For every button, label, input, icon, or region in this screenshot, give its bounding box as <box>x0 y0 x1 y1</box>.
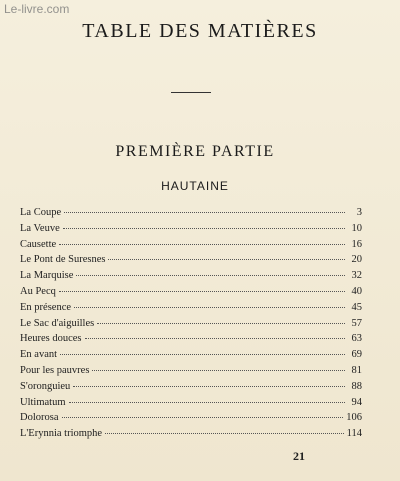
toc-entry-page: 63 <box>351 333 362 345</box>
toc-entry <box>20 254 362 270</box>
toc-entry-title: Pour les pauvres <box>20 364 90 376</box>
toc-entry-page: 57 <box>351 317 362 329</box>
toc-entry-title: La Veuve <box>20 222 60 234</box>
dot-leader <box>59 244 345 245</box>
toc-entry <box>20 333 362 349</box>
toc-entry-title: Dolorosa <box>20 412 59 424</box>
toc-entry <box>20 381 362 397</box>
toc-entry <box>20 318 362 334</box>
toc-entry-page: 45 <box>351 301 362 313</box>
toc-entry-page: 32 <box>351 270 362 282</box>
dot-leader <box>69 402 346 403</box>
dot-leader <box>108 259 345 260</box>
dot-leader <box>105 433 344 434</box>
toc-entry <box>20 365 362 381</box>
toc-entry-page: 20 <box>351 254 362 266</box>
toc-entry <box>20 270 362 286</box>
toc-entry-title: En présence <box>20 301 72 313</box>
toc-list <box>20 207 362 444</box>
toc-entry <box>20 349 362 365</box>
toc-entry-page: 106 <box>346 412 362 424</box>
toc-entry-title: En avant <box>20 349 58 361</box>
toc-entry <box>20 286 362 302</box>
toc-entry <box>20 239 362 255</box>
toc-entry-page: 69 <box>351 349 362 361</box>
dot-leader <box>60 354 345 355</box>
toc-entry-title: La Marquise <box>20 270 74 282</box>
title-rule <box>171 92 211 93</box>
watermark: Le-livre.com <box>4 2 70 16</box>
toc-entry <box>20 207 362 223</box>
dot-leader <box>74 307 345 308</box>
toc-entry-page: 94 <box>351 396 362 408</box>
toc-entry <box>20 223 362 239</box>
toc-entry-title: Au Pecq <box>20 285 56 297</box>
toc-entry-page: 40 <box>351 285 362 297</box>
toc-entry-page: 3 <box>356 207 362 218</box>
toc-entry-page: 16 <box>351 238 362 250</box>
dot-leader <box>64 212 345 213</box>
page-title: TABLE DES MATIÈRES <box>82 20 318 42</box>
toc-entry <box>20 412 362 428</box>
toc-entry-title: Le Sac d'aiguilles <box>20 317 95 329</box>
toc-entry <box>20 397 362 413</box>
toc-entry-page: 81 <box>351 364 362 376</box>
dot-leader <box>85 338 345 339</box>
toc-entry-title: L'Erynnia triomphe <box>20 428 103 440</box>
toc-entry <box>20 302 362 318</box>
toc-entry-title: Ultimatum <box>20 396 66 408</box>
section-heading: HAUTAINE <box>161 179 229 193</box>
page-number: 21 <box>293 449 305 463</box>
dot-leader <box>63 228 345 229</box>
toc-entry-title: S'oronguieu <box>20 380 71 392</box>
toc-entry <box>20 428 362 444</box>
toc-entry-title: Causette <box>20 238 57 250</box>
toc-entry-page: 114 <box>346 428 362 440</box>
dot-leader <box>59 291 345 292</box>
dot-leader <box>73 386 345 387</box>
toc-entry-title: Le Pont de Suresnes <box>20 254 106 266</box>
part-heading: PREMIÈRE PARTIE <box>115 143 275 160</box>
dot-leader <box>92 370 345 371</box>
dot-leader <box>62 417 344 418</box>
toc-entry-page: 10 <box>351 222 362 234</box>
toc-entry-title: Heures douces <box>20 333 82 345</box>
dot-leader <box>97 323 345 324</box>
toc-entry-title: La Coupe <box>20 207 62 218</box>
dot-leader <box>76 275 345 276</box>
toc-entry-page: 88 <box>351 380 362 392</box>
